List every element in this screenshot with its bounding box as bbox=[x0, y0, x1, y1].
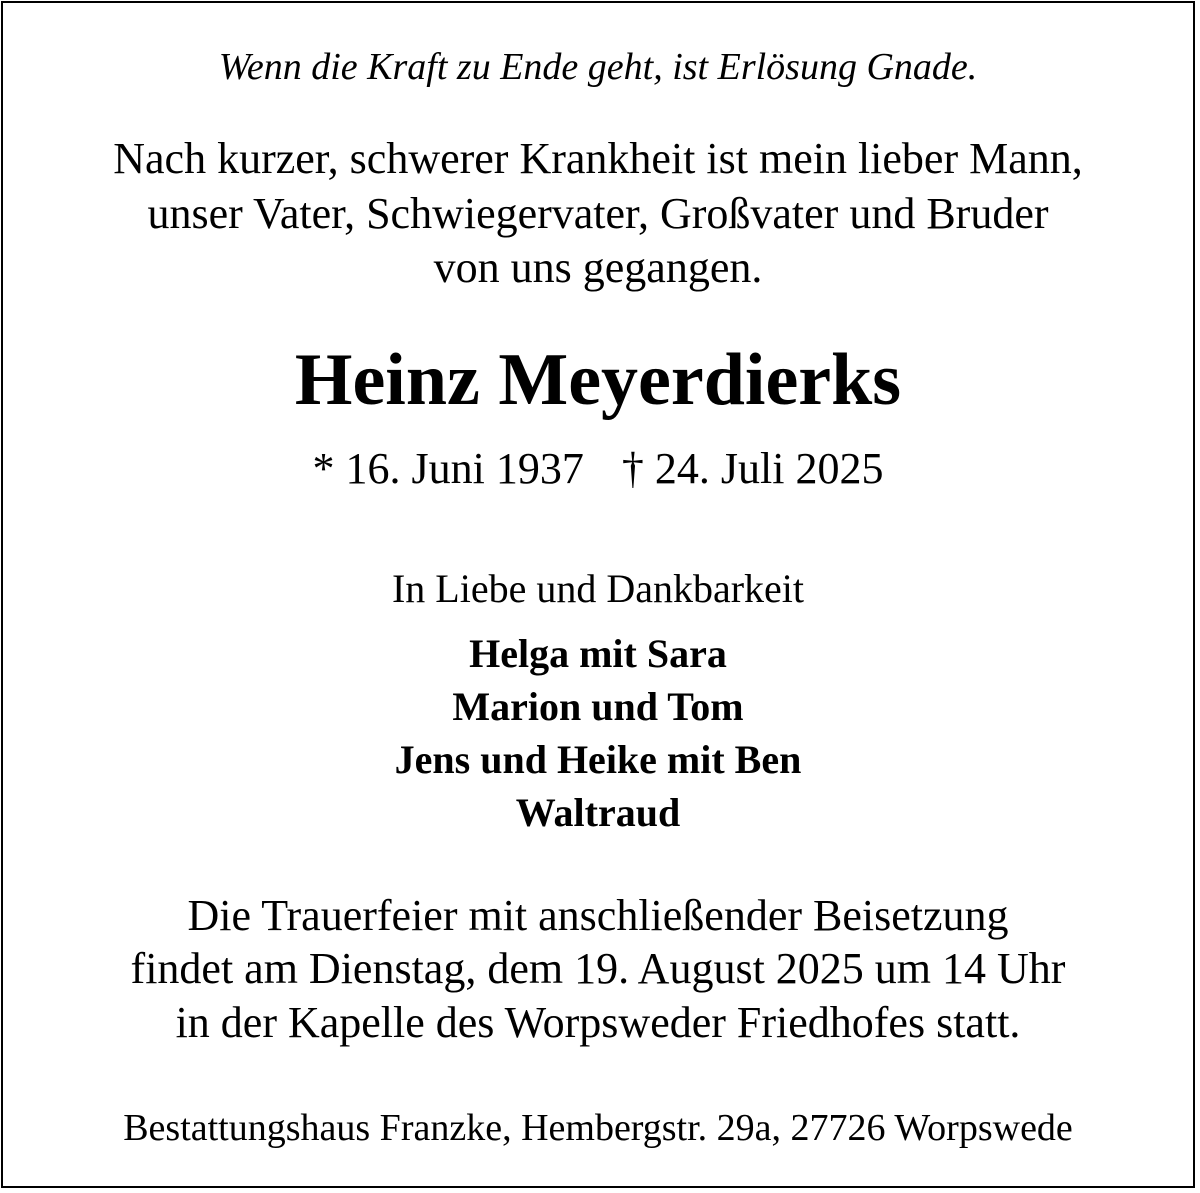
death-date: † 24. Juli 2025 bbox=[621, 444, 884, 493]
undertaker-address: Bestattungshaus Franzke, Hembergstr. 29a, 27726 Worpswede bbox=[123, 1107, 1073, 1149]
funeral-info-line: findet am Dienstag, dem 19. August 2025 um 14 Uhr bbox=[130, 944, 1066, 993]
closing-phrase: In Liebe und Dankbarkeit bbox=[391, 566, 805, 611]
intro-line: Nach kurzer, schwerer Krankheit ist mein lieber Mann, bbox=[113, 134, 1083, 183]
life-dates bbox=[3, 443, 1193, 495]
mourner-name: Marion und Tom bbox=[452, 684, 744, 729]
funeral-info-line: Die Trauerfeier mit anschließender Beisetzung bbox=[187, 891, 1009, 940]
mourner-name: Jens und Heike mit Ben bbox=[394, 737, 802, 782]
birth-date: * 16. Juni 1937 bbox=[312, 444, 584, 493]
intro-line: unser Vater, Schwiegervater, Großvater und Bruder bbox=[147, 189, 1049, 238]
mourner-name: Waltraud bbox=[515, 790, 681, 835]
obituary-notice bbox=[1, 1, 1195, 1188]
intro-line: von uns gegangen. bbox=[433, 243, 763, 292]
deceased-name: Heinz Meyerdierks bbox=[294, 339, 902, 421]
mourner-name: Helga mit Sara bbox=[469, 631, 727, 676]
funeral-info-line: in der Kapelle des Worpsweder Friedhofes statt. bbox=[175, 998, 1021, 1047]
motto-quote: Wenn die Kraft zu Ende geht, ist Erlösung Gnade. bbox=[218, 46, 978, 88]
